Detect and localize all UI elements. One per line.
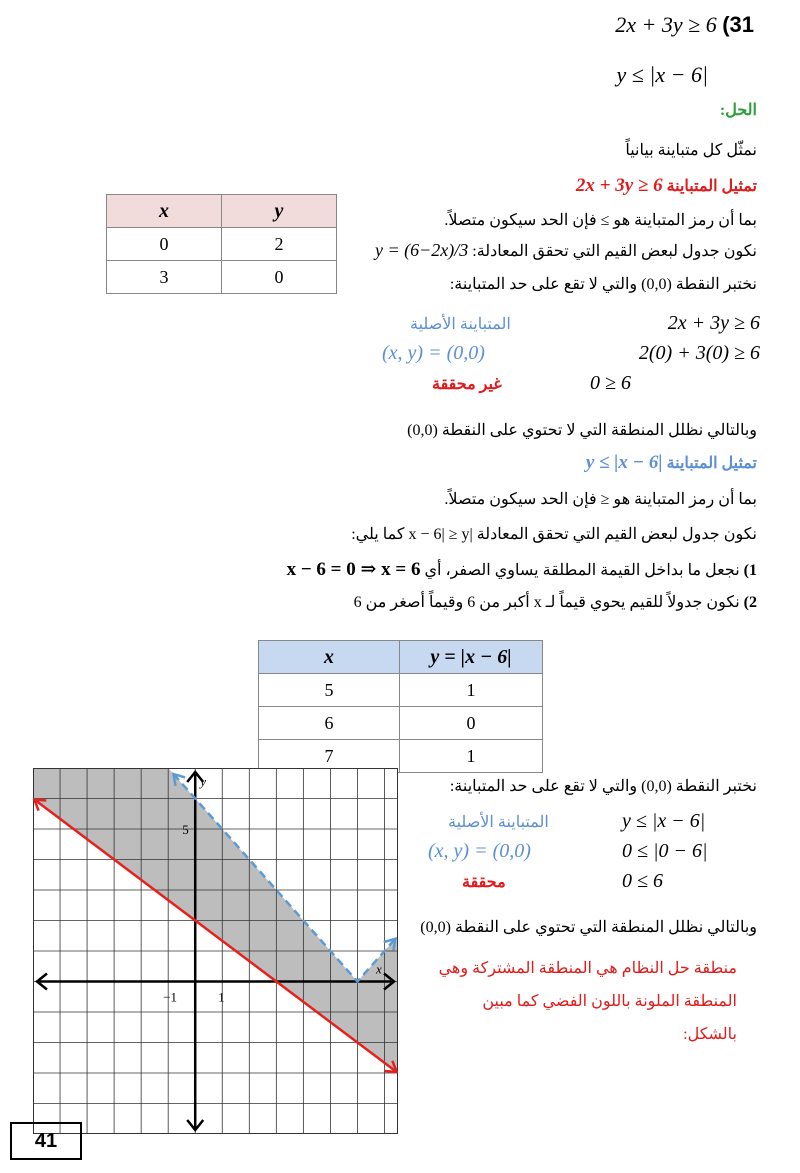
page-number: 41 <box>10 1122 82 1160</box>
part2-check-label-2: (x, y) = (0,0) <box>428 840 531 862</box>
x-tick-label: 1 <box>218 989 225 1005</box>
table-cell: 6 <box>259 707 400 740</box>
final-note-line: المنطقة الملونة باللون الفضي كما مبين <box>482 993 737 1010</box>
part2-line2: نكون جدول لبعض القيم التي تحقق المعادلة |x − 6| ≥ y كما يلي: <box>351 526 757 543</box>
table-cell: 0 <box>107 228 222 261</box>
table-cell: 0 <box>400 707 543 740</box>
part1-line3: نختبر النقطة (0,0) والتي لا تقع على حد المتباينة: <box>449 276 757 293</box>
part2-check-label-3: محققة <box>462 874 506 891</box>
part1-check-label-3: غير محققة <box>432 376 502 393</box>
part2-step2 <box>354 592 757 612</box>
part2-check-label-1: المتباينة الأصلية <box>448 814 549 831</box>
part2-heading-prefix: تمثيل المتباينة <box>666 455 757 472</box>
part2-check-math-3: 0 ≤ 6 <box>622 870 663 892</box>
part2-line1: بما أن رمز المتباينة هو ≤ فإن الحد سيكون متصلاً. <box>444 491 757 508</box>
part2-check <box>400 810 760 900</box>
part1-check-label-2: (x, y) = (0,0) <box>382 342 485 364</box>
y-axis-label: y <box>200 774 207 789</box>
table-cell: 2 <box>222 228 337 261</box>
x-tick-label: −1 <box>163 989 178 1005</box>
step2-text: نكون جدولاً للقيم يحوي قيماً لـ x أكبر من 6 وقيماً أصغر من 6 <box>353 594 740 611</box>
table-cell: 0 <box>222 261 337 294</box>
final-note <box>417 952 737 1051</box>
table-row <box>259 674 543 707</box>
table-row <box>259 707 543 740</box>
part1-check <box>350 312 760 402</box>
part1-check-label-1: المتباينة الأصلية <box>410 316 511 333</box>
table-header: x <box>107 195 222 228</box>
part2-check-math-2: 0 ≤ |0 − 6| <box>622 840 708 862</box>
problem-inequality-1 <box>615 12 754 38</box>
part1-heading <box>576 175 757 197</box>
table-header: y = |x − 6| <box>400 641 543 674</box>
table-cell: 1 <box>400 740 543 773</box>
table-cell: 1 <box>400 674 543 707</box>
part1-line2-math: y = (6−2x)/3 <box>374 240 469 260</box>
table-header: x <box>259 641 400 674</box>
x-axis-label: x <box>376 961 382 977</box>
part1-heading-prefix: تمثيل المتباينة <box>666 178 757 195</box>
step1-math: x − 6 = 0 ⇒ x = 6 <box>286 559 421 580</box>
problem-number: (31 <box>722 12 754 37</box>
table-header: y <box>222 195 337 228</box>
table-row <box>107 261 337 294</box>
part1-check-math-3: 0 ≥ 6 <box>590 372 631 394</box>
final-note-line: منطقة حل النظام هي المنطقة المشتركة وهي <box>438 960 737 977</box>
step1-text: نجعل ما بداخل القيمة المطلقة يساوي الصفر، أي <box>424 562 740 579</box>
part1-check-math-1: 2x + 3y ≥ 6 <box>667 312 760 334</box>
table-cell: 5 <box>259 674 400 707</box>
intro-text: نمثّل كل متباينة بيانياً <box>625 142 757 159</box>
part2-line3: نختبر النقطة (0,0) والتي لا تقع على حد المتباينة: <box>449 778 757 795</box>
part1-line2 <box>375 240 757 261</box>
solution-label: الحل: <box>719 102 757 119</box>
table-cell: 7 <box>259 740 400 773</box>
part1-check-math-2: 2(0) + 3(0) ≥ 6 <box>638 342 760 364</box>
step2-number: 2) <box>743 594 757 611</box>
step1-number: 1) <box>743 562 757 579</box>
y-tick-label: 5 <box>182 822 189 837</box>
part2-heading-math: y ≤ |x − 6| <box>585 452 663 473</box>
part2-check-math-1: y ≤ |x − 6| <box>622 810 706 832</box>
solution-graph <box>33 768 398 1134</box>
problem-inequality-2: y ≤ |x − 6| <box>616 62 708 87</box>
part2-conclusion: وبالتالي نظلل المنطقة التي تحتوي على النقطة (0,0) <box>420 919 757 936</box>
part2-step1 <box>287 558 757 581</box>
table-header-row <box>107 195 337 228</box>
part1-line1: بما أن رمز المتباينة هو ≥ فإن الحد سيكون متصلاً. <box>444 212 757 229</box>
problem-ineq1: 2x + 3y ≥ 6 <box>615 12 717 37</box>
part1-conclusion: وبالتالي نظلل المنطقة التي لا تحتوي على النقطة (0,0) <box>407 422 757 439</box>
part1-heading-math: 2x + 3y ≥ 6 <box>575 175 663 196</box>
final-note-line: بالشكل: <box>683 1026 737 1043</box>
table-cell: 3 <box>107 261 222 294</box>
table-header-row <box>259 641 543 674</box>
part1-table <box>106 194 337 294</box>
table-row <box>107 228 337 261</box>
part2-heading <box>586 452 757 474</box>
part1-line2-text: نكون جدول لبعض القيم التي تحقق المعادلة: <box>472 243 757 260</box>
part2-table <box>258 640 543 773</box>
